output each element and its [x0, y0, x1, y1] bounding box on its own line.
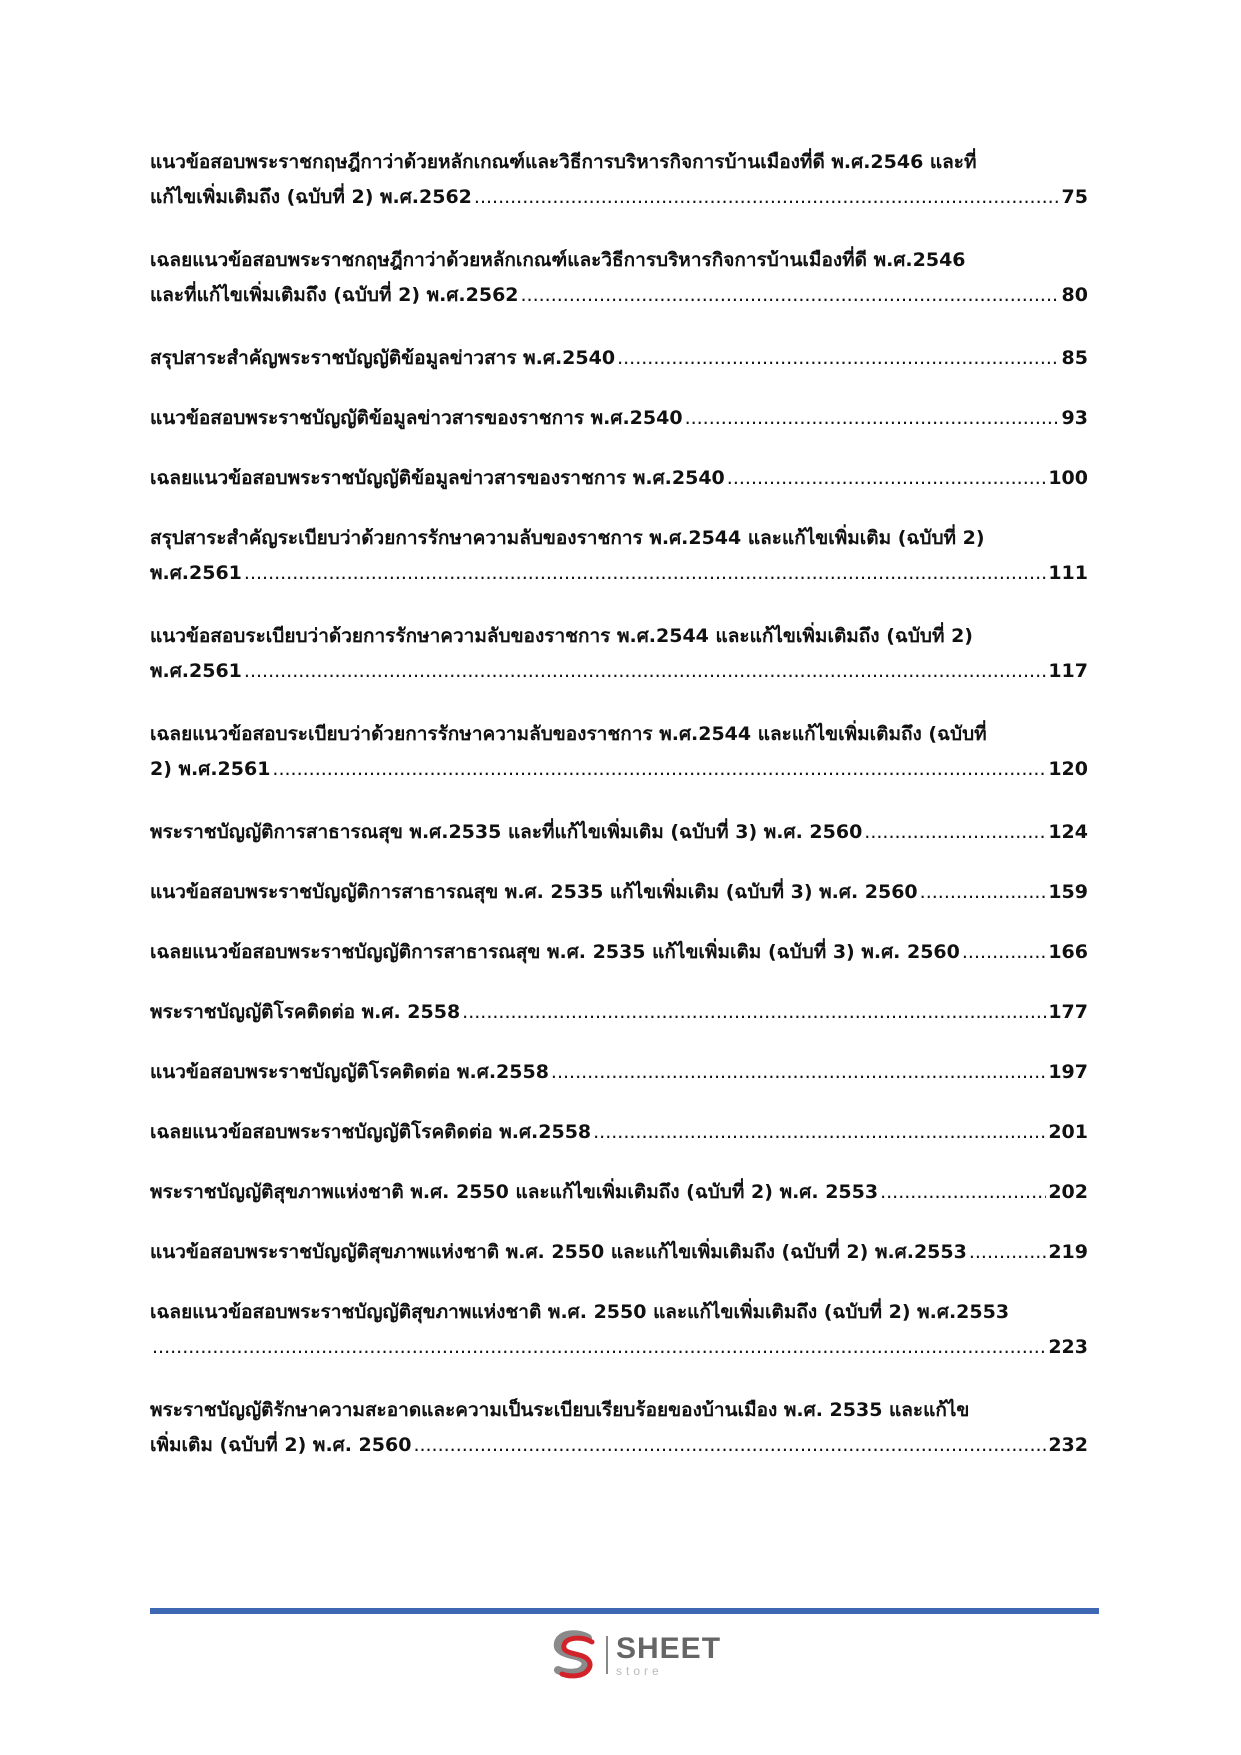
toc-page-number: 201	[1048, 1121, 1088, 1143]
toc-entry[interactable]	[150, 1295, 1088, 1365]
toc-entry-title-line1: เฉลยแนวข้อสอบพระราชกฤษฎีกาว่าด้วยหลักเกณฑ์และวิธีการบริหารกิจการบ้านเมืองที่ดี พ.ศ.2546	[150, 249, 966, 271]
toc-entry[interactable]	[150, 1115, 1088, 1150]
toc-entry[interactable]	[150, 1393, 1088, 1463]
dot-leader	[969, 1235, 1046, 1270]
toc-page-number: 80	[1061, 284, 1088, 306]
toc-page-number: 117	[1048, 660, 1088, 682]
toc-entry-title-line1: แนวข้อสอบระเบียบว่าด้วยการรักษาความลับของราชการ พ.ศ.2544 และแก้ไขเพิ่มเติมถึง (ฉบับที่ 2)	[150, 625, 973, 647]
toc-entry-title: เฉลยแนวข้อสอบพระราชบัญญัติโรคติดต่อ พ.ศ.2558	[150, 1121, 592, 1143]
dot-leader	[244, 654, 1046, 689]
dot-leader	[272, 752, 1046, 787]
toc-entry-title: แนวข้อสอบพระราชบัญญัติการสาธารณสุข พ.ศ. 2535 แก้ไขเพิ่มเติม (ฉบับที่ 3) พ.ศ. 2560	[150, 881, 918, 903]
dot-leader	[462, 995, 1046, 1030]
toc-page-number: 223	[1048, 1336, 1088, 1358]
dot-leader	[880, 1175, 1046, 1210]
toc-page-number: 124	[1048, 821, 1088, 843]
toc-entry[interactable]	[150, 1055, 1088, 1090]
toc-entry-title-line2: พ.ศ.2561	[150, 562, 242, 584]
toc-entry[interactable]	[150, 1175, 1088, 1210]
dot-leader	[413, 1428, 1046, 1463]
toc-entry[interactable]	[150, 1235, 1088, 1270]
dot-leader	[521, 278, 1060, 313]
toc-entry-title-line2: พ.ศ.2561	[150, 660, 242, 682]
toc-entry[interactable]	[150, 995, 1088, 1030]
toc-entry-title: เฉลยแนวข้อสอบพระราชบัญญัติการสาธารณสุข พ.ศ. 2535 แก้ไขเพิ่มเติม (ฉบับที่ 3) พ.ศ. 2560	[150, 941, 960, 963]
toc-entry[interactable]	[150, 875, 1088, 910]
logo-name: SHEET	[616, 1631, 722, 1665]
dot-leader	[920, 875, 1047, 910]
toc-page-number: 93	[1061, 407, 1088, 429]
toc-entry-title: แนวข้อสอบพระราชบัญญัติสุขภาพแห่งชาติ พ.ศ. 2550 และแก้ไขเพิ่มเติมถึง (ฉบับที่ 2) พ.ศ.2553	[150, 1241, 967, 1263]
dot-leader	[962, 935, 1046, 970]
toc-entry-title-line1: พระราชบัญญัติรักษาความสะอาดและความเป็นระเบียบเรียบร้อยของบ้านเมือง พ.ศ. 2535 และแก้ไข	[150, 1399, 970, 1421]
toc-entry-title: เฉลยแนวข้อสอบพระราชบัญญัติข้อมูลข่าวสารของราชการ พ.ศ.2540	[150, 467, 725, 489]
toc-entry[interactable]	[150, 145, 1088, 215]
toc-entry[interactable]	[150, 935, 1088, 970]
toc-page-number: 159	[1048, 881, 1088, 903]
sheet-s-icon	[548, 1630, 600, 1680]
table-of-contents	[150, 145, 1088, 1491]
toc-entry-title: พระราชบัญญัติโรคติดต่อ พ.ศ. 2558	[150, 1001, 461, 1023]
toc-entry[interactable]	[150, 341, 1088, 376]
toc-entry-title: แนวข้อสอบพระราชบัญญัติข้อมูลข่าวสารของราชการ พ.ศ.2540	[150, 407, 683, 429]
toc-entry[interactable]	[150, 401, 1088, 436]
toc-entry-title-line2: 2) พ.ศ.2561	[150, 758, 271, 780]
dot-leader	[244, 556, 1046, 591]
toc-entry-title-line1: แนวข้อสอบพระราชกฤษฎีกาว่าด้วยหลักเกณฑ์และวิธีการบริหารกิจการบ้านเมืองที่ดี พ.ศ.2546 และที่	[150, 151, 977, 173]
toc-entry[interactable]	[150, 461, 1088, 496]
toc-entry-title-line2: แก้ไขเพิ่มเติมถึง (ฉบับที่ 2) พ.ศ.2562	[150, 186, 472, 208]
toc-entry[interactable]	[150, 521, 1088, 591]
dot-leader	[617, 341, 1059, 376]
dot-leader	[685, 401, 1060, 436]
toc-entry[interactable]	[150, 243, 1088, 313]
toc-page-number: 232	[1048, 1434, 1088, 1456]
toc-entry-title: พระราชบัญญัติการสาธารณสุข พ.ศ.2535 และที่แก้ไขเพิ่มเติม (ฉบับที่ 3) พ.ศ. 2560	[150, 821, 863, 843]
toc-entry[interactable]	[150, 717, 1088, 787]
logo-divider	[606, 1636, 608, 1674]
toc-page-number: 197	[1048, 1061, 1088, 1083]
toc-page-number: 100	[1048, 467, 1088, 489]
toc-page-number: 120	[1048, 758, 1088, 780]
toc-entry-title-line1: เฉลยแนวข้อสอบพระราชบัญญัติสุขภาพแห่งชาติ พ.ศ. 2550 และแก้ไขเพิ่มเติมถึง (ฉบับที่ 2) พ.ศ.2553	[150, 1301, 1010, 1323]
toc-entry-title-line1: เฉลยแนวข้อสอบระเบียบว่าด้วยการรักษาความลับของราชการ พ.ศ.2544 และแก้ไขเพิ่มเติมถึง (ฉบับที่	[150, 723, 987, 745]
toc-page-number: 166	[1048, 941, 1088, 963]
toc-page-number: 85	[1061, 347, 1088, 369]
toc-page-number: 202	[1048, 1181, 1088, 1203]
toc-entry[interactable]	[150, 619, 1088, 689]
sheet-store-logo	[548, 1630, 728, 1680]
logo-subtitle: store	[616, 1663, 663, 1678]
dot-leader	[864, 815, 1046, 850]
dot-leader	[593, 1115, 1046, 1150]
toc-page-number: 219	[1048, 1241, 1088, 1263]
toc-entry-title: สรุปสาระสำคัญพระราชบัญญัติข้อมูลข่าวสาร พ.ศ.2540	[150, 347, 616, 369]
dot-leader	[551, 1055, 1046, 1090]
dot-leader	[152, 1330, 1046, 1365]
toc-entry-title-line1: สรุปสาระสำคัญระเบียบว่าด้วยการรักษาความลับของราชการ พ.ศ.2544 และแก้ไขเพิ่มเติม (ฉบับที่ 2)	[150, 527, 985, 549]
toc-entry-title-line2: เพิ่มเติม (ฉบับที่ 2) พ.ศ. 2560	[150, 1434, 412, 1456]
toc-page-number: 111	[1048, 562, 1088, 584]
toc-page-number: 177	[1048, 1001, 1088, 1023]
toc-entry-title: แนวข้อสอบพระราชบัญญัติโรคติดต่อ พ.ศ.2558	[150, 1061, 549, 1083]
footer-rule	[150, 1608, 1099, 1614]
toc-page-number: 75	[1061, 186, 1088, 208]
toc-entry-title-line2: และที่แก้ไขเพิ่มเติมถึง (ฉบับที่ 2) พ.ศ.2562	[150, 284, 519, 306]
dot-leader	[727, 461, 1047, 496]
dot-leader	[474, 180, 1060, 215]
toc-entry[interactable]	[150, 815, 1088, 850]
toc-entry-title: พระราชบัญญัติสุขภาพแห่งชาติ พ.ศ. 2550 และแก้ไขเพิ่มเติมถึง (ฉบับที่ 2) พ.ศ. 2553	[150, 1181, 879, 1203]
